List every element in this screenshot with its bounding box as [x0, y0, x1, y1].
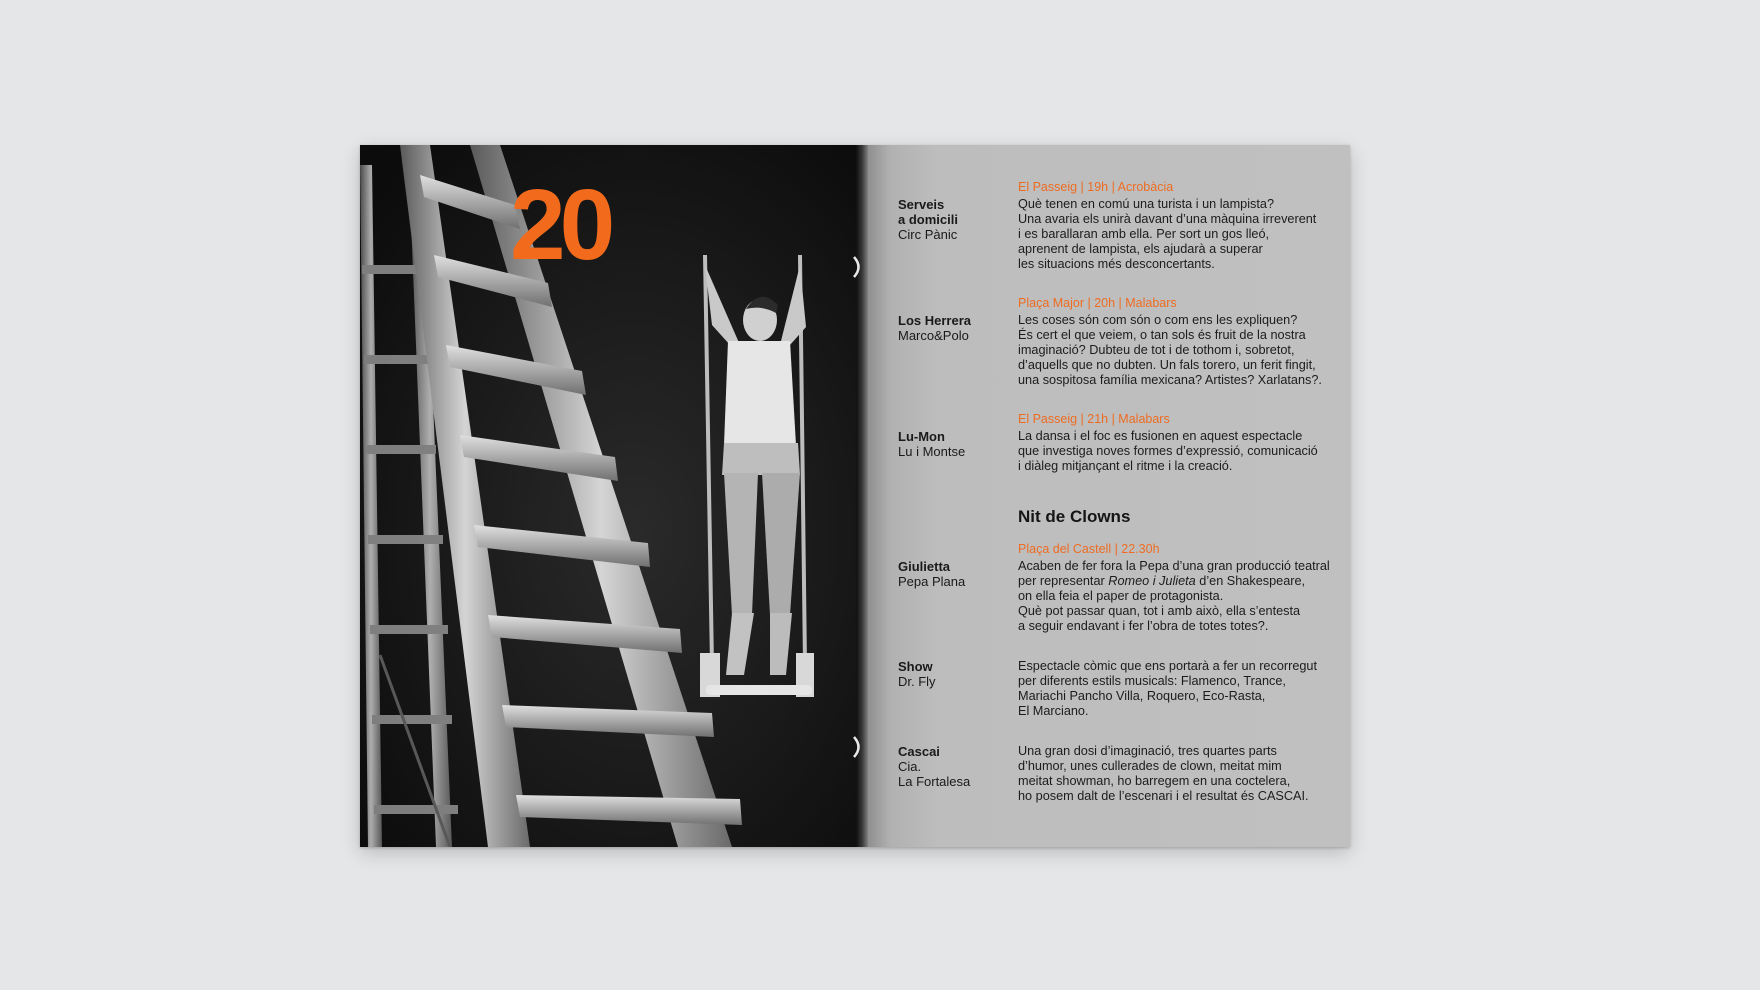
photo-page [360, 145, 860, 847]
venue-time-genre: Plaça Major | 20h | Malabars [1018, 296, 1177, 310]
show-title-line: Show [898, 659, 933, 674]
description-line: per diferents estils musicals: Flamenco, Trance, [1018, 674, 1286, 688]
brochure-spread [360, 145, 1350, 847]
description-line: les situacions més desconcertants. [1018, 257, 1215, 271]
company-name: Pepa Plana [898, 574, 966, 589]
show-title-line: Los Herrera [898, 313, 971, 328]
show-title-line: Lu-Mon [898, 429, 945, 444]
show-title-line: a domicili [898, 212, 958, 227]
description-line: Les coses són com són o com ens les expliquen? [1018, 313, 1298, 327]
program-page [868, 145, 1350, 847]
description-line: Què tenen en comú una turista i un lampista? [1018, 197, 1275, 211]
show-name [898, 744, 1008, 789]
show-name [898, 559, 1008, 589]
show-title-line: Cascai [898, 744, 940, 759]
description-line: meitat showman, ho barregem en una coctelera, [1018, 774, 1291, 788]
description-line: una sospitosa família mexicana? Artistes? Xarlatans?. [1018, 373, 1322, 387]
show-name [898, 197, 1008, 242]
acrobat-photo [360, 145, 860, 847]
show-description [1018, 659, 1336, 719]
description-line: d’aquells que no dubten. Un fals torero, un ferit fingit, [1018, 358, 1316, 372]
show-name [898, 659, 1008, 689]
description-line: Acaben de fer fora la Pepa d’una gran producció teatral [1018, 559, 1330, 573]
description-line [1018, 574, 1336, 589]
staple-bottom [851, 735, 865, 759]
show-description [1018, 744, 1336, 804]
description-line: Una gran dosi d’imaginació, tres quartes parts [1018, 744, 1277, 758]
description-line: aprenent de lampista, els ajudarà a superar [1018, 242, 1263, 256]
description-text: per representar [1018, 574, 1109, 588]
description-line: i es barallaran amb ella. Per sort un gos lleó, [1018, 227, 1270, 241]
company-name: Dr. Fly [898, 674, 936, 689]
description-text: d’en Shakespeare, [1195, 574, 1306, 588]
venue-time-genre: Plaça del Castell | 22.30h [1018, 542, 1160, 556]
show-name [898, 429, 1008, 459]
staple-top [851, 255, 865, 279]
description-line: on ella feia el paper de protagonista. [1018, 589, 1224, 603]
company-name: Marco&Polo [898, 328, 969, 343]
description-line: El Marciano. [1018, 704, 1089, 718]
description-line: ho posem dalt de l’escenari i el resultat és CASCAI. [1018, 789, 1309, 803]
section-heading: Nit de Clowns [1018, 507, 1131, 526]
play-title: Romeo i Julieta [1108, 574, 1196, 588]
description-line: a seguir endavant i fer l’obra de totes totes?. [1018, 619, 1269, 633]
show-description [1018, 313, 1336, 388]
day-number: 20 [510, 169, 610, 281]
show-description [1018, 559, 1336, 634]
show-description [1018, 429, 1336, 474]
description-line: Què pot passar quan, tot i amb això, ella s’entesta [1018, 604, 1301, 618]
show-title-line: Serveis [898, 197, 945, 212]
description-line: d’humor, unes cullerades de clown, meitat mim [1018, 759, 1282, 773]
company-name: Lu i Montse [898, 444, 966, 459]
show-description [1018, 197, 1336, 272]
description-line: que investiga noves formes d’expressió, comunicació [1018, 444, 1318, 458]
show-name [898, 313, 1008, 343]
description-line: imaginació? Dubteu de tot i de tothom i, sobretot, [1018, 343, 1295, 357]
company-name: Cia. [898, 759, 922, 774]
venue-time-genre: El Passeig | 19h | Acrobàcia [1018, 180, 1174, 194]
venue-time-genre: El Passeig | 21h | Malabars [1018, 412, 1170, 426]
show-title-line: Giulietta [898, 559, 951, 574]
company-name: La Fortalesa [898, 774, 971, 789]
description-line: La dansa i el foc es fusionen en aquest espectacle [1018, 429, 1303, 443]
description-line: Mariachi Pancho Villa, Roquero, Eco-Rasta, [1018, 689, 1266, 703]
description-line: i diàleg mitjançant el ritme i la creació. [1018, 459, 1233, 473]
company-name: Circ Pànic [898, 227, 958, 242]
description-line: Una avaria els unirà davant d’una màquina irreverent [1018, 212, 1317, 226]
description-line: És cert el que veiem, o tan sols és fruit de la nostra [1018, 328, 1306, 342]
description-line: Espectacle còmic que ens portarà a fer un recorregut [1018, 659, 1318, 673]
